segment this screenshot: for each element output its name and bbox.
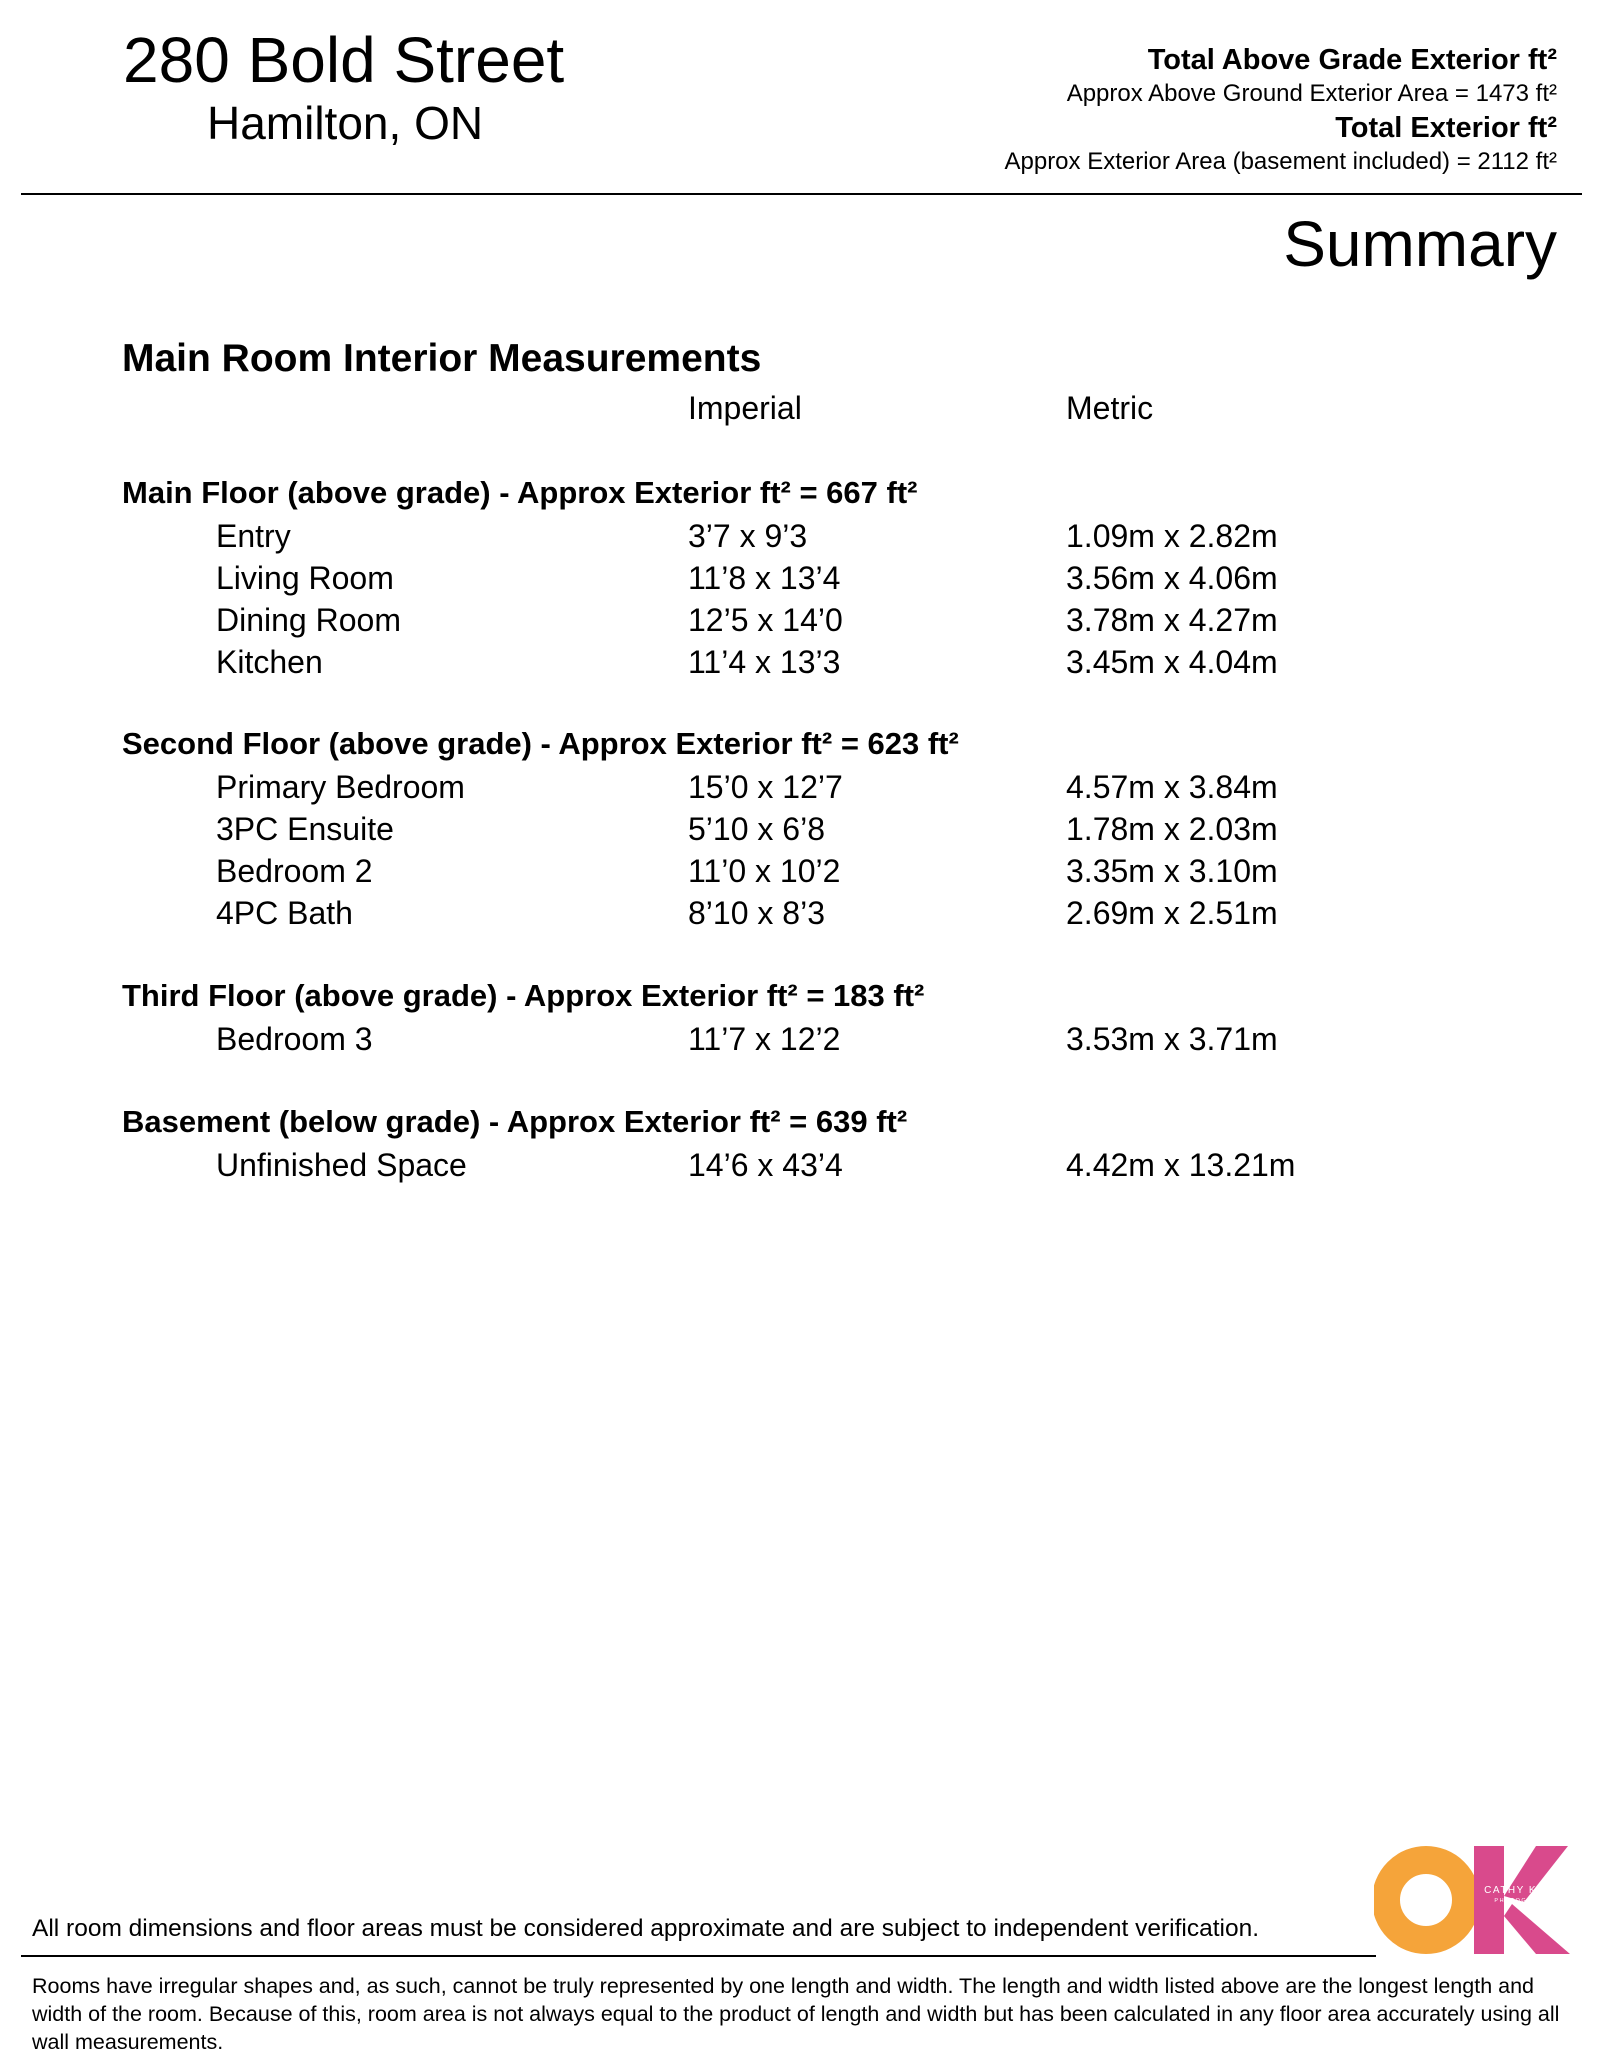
floor-title-basement: Basement (below grade) - Approx Exterior ft² = 639 ft² [122,1104,908,1139]
floor-title-main: Main Floor (above grade) - Approx Exterior ft² = 667 ft² [122,475,918,510]
room-imperial: 8’10 x 8’3 [688,895,825,931]
room-metric: 2.69m x 2.51m [1066,895,1278,931]
page-title: Summary [1283,208,1557,280]
cathy-koop-logo [1374,1846,1570,1954]
area-totals [1004,42,1557,178]
room-imperial: 3’7 x 9’3 [688,518,808,554]
room-imperial: 14’6 x 43’4 [688,1147,843,1183]
total-above-grade-value: Approx Above Ground Exterior Area = 1473 ft² [1066,80,1557,107]
room-name: Primary Bedroom [216,769,465,805]
header-divider [21,193,1582,195]
room-metric: 3.53m x 3.71m [1066,1021,1278,1057]
logo-sub-text: PHOTOGRAPHY [1494,1898,1554,1904]
room-metric: 3.35m x 3.10m [1066,853,1278,889]
disclaimer-text: All room dimensions and floor areas must be considered approximate and are subject to independent verification. [32,1915,1260,1942]
room-name: 3PC Ensuite [216,811,394,847]
room-imperial: 11’7 x 12’2 [688,1021,841,1057]
property-city: Hamilton, ON [207,97,484,149]
room-metric: 4.57m x 3.84m [1066,769,1278,805]
room-name: Kitchen [216,644,323,680]
logo-letter-k-lower-arm [1504,1904,1570,1954]
room-metric: 1.78m x 2.03m [1066,811,1278,847]
room-name: Unfinished Space [216,1147,467,1183]
room-metric: 3.45m x 4.04m [1066,644,1278,680]
room-imperial: 15’0 x 12’7 [688,769,843,805]
room-name: Bedroom 3 [216,1021,373,1057]
room-name: Dining Room [216,602,401,638]
section-title: Main Room Interior Measurements [122,337,762,380]
room-metric: 3.56m x 4.06m [1066,560,1278,596]
room-name: Entry [216,518,291,554]
room-metric: 4.42m x 13.21m [1066,1147,1296,1183]
footer-divider [21,1955,1376,1957]
room-metric: 3.78m x 4.27m [1066,602,1278,638]
room-name: Living Room [216,560,394,596]
total-above-grade-label: Total Above Grade Exterior ft² [1147,44,1557,76]
room-name: 4PC Bath [216,895,353,931]
property-address: 280 Bold Street [123,24,565,96]
room-imperial: 12’5 x 14’0 [688,602,843,638]
room-name: Bedroom 2 [216,853,373,889]
total-exterior-label: Total Exterior ft² [1335,112,1557,144]
room-metric: 1.09m x 2.82m [1066,518,1278,554]
floor-title-third: Third Floor (above grade) - Approx Exterior ft² = 183 ft² [122,978,925,1013]
room-imperial: 5’10 x 6’8 [688,811,825,847]
room-imperial: 11’8 x 13’4 [688,560,841,596]
floor-title-second: Second Floor (above grade) - Approx Exterior ft² = 623 ft² [122,726,959,761]
logo-letter-c [1386,1860,1466,1940]
logo-name-text: CATHY KOOP [1484,1885,1564,1896]
room-imperial: 11’0 x 10’2 [688,853,841,889]
column-header-imperial: Imperial [688,390,802,426]
measurement-note: Rooms have irregular shapes and, as such, cannot be truly represented by one length and width. The length and width listed above are the longest length and width of the room. Because of this, room area is not always equal to the product of length and width but has been calculated in any floor area accurately using all wall measurements. [32,1974,1560,2054]
column-header-metric: Metric [1066,390,1154,426]
total-exterior-value: Approx Exterior Area (basement included) = 2112 ft² [1004,148,1557,175]
room-imperial: 11’4 x 13’3 [688,644,841,680]
